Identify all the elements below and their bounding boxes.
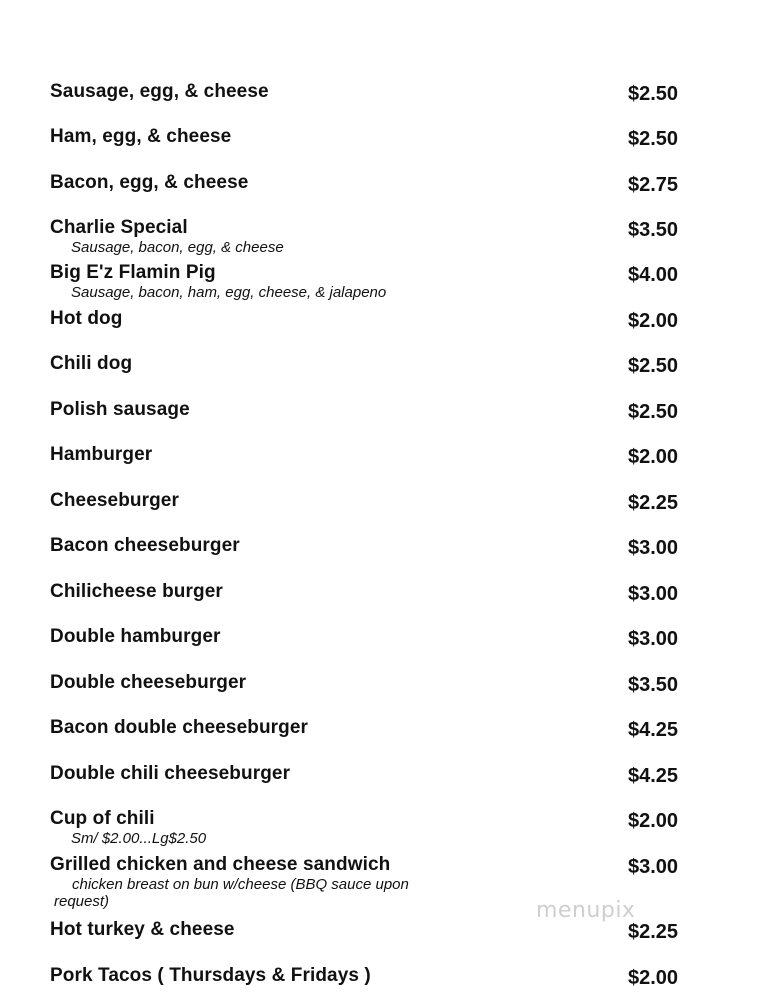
item-name: Pork Tacos ( Thursdays & Fridays ) [50,965,371,986]
item-name: Ham, egg, & cheese [50,126,232,147]
item-price: $2.75 [628,174,679,196]
watermark: menupix [536,898,636,923]
item-price: $4.25 [628,719,679,741]
item-name: Sausage, egg, & cheese [50,81,269,102]
item-description: Sm/ $2.00...Lg$2.50 [71,830,207,847]
item-price: $3.00 [628,537,679,559]
item-price: $4.00 [628,264,679,286]
item-name: Cup of chili [50,808,155,829]
item-description: Sausage, bacon, ham, egg, cheese, & jalapeno [71,284,387,301]
item-name: Double cheeseburger [50,672,247,693]
item-name: Hot turkey & cheese [50,919,235,940]
item-description: Sausage, bacon, egg, & cheese [71,239,284,256]
item-price: $3.00 [628,856,679,878]
item-name: Bacon double cheeseburger [50,717,309,738]
item-name: Charlie Special [50,217,188,238]
item-price: $2.50 [628,83,679,105]
item-price: $2.00 [628,446,679,468]
item-price: $3.50 [628,219,679,241]
item-price: $2.50 [628,401,679,423]
item-price: $2.25 [628,492,679,514]
item-price: $2.25 [628,921,679,943]
item-name: Grilled chicken and cheese sandwich [50,854,391,875]
item-description: chicken breast on bun w/cheese (BBQ sauce upon request) [54,876,409,910]
item-price: $3.50 [628,674,679,696]
item-name: Cheeseburger [50,490,179,511]
item-name: Double hamburger [50,626,221,647]
item-price: $3.00 [628,628,679,650]
item-name: Polish sausage [50,399,190,420]
item-price: $2.00 [628,310,679,332]
item-name: Big E'z Flamin Pig [50,262,216,283]
item-name: Hamburger [50,444,153,465]
item-price: $4.25 [628,765,679,787]
item-name: Bacon cheeseburger [50,535,240,556]
item-price: $2.00 [628,810,679,832]
item-name: Double chili cheeseburger [50,763,291,784]
item-name: Chilicheese burger [50,581,223,602]
item-price: $3.00 [628,583,679,605]
item-price: $2.50 [628,355,679,377]
item-name: Chili dog [50,353,133,374]
item-price: $2.00 [628,967,679,989]
item-price: $2.50 [628,128,679,150]
item-name: Hot dog [50,308,123,329]
item-name: Bacon, egg, & cheese [50,172,249,193]
